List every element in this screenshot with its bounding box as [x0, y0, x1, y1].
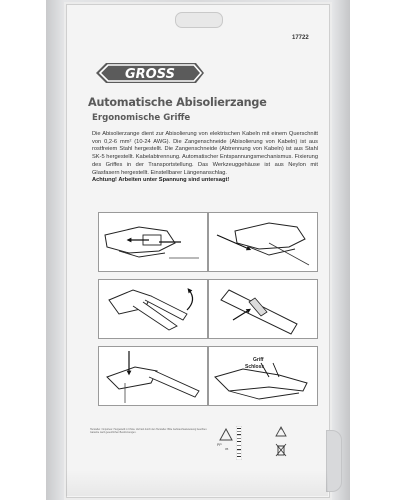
product-title: Automatische Abisolierzange — [88, 96, 267, 109]
illustration-set-length — [98, 212, 208, 272]
illustration-squeeze-handles — [98, 279, 208, 339]
stripper-jaw-illustration — [99, 213, 207, 271]
barcode-strip — [236, 426, 242, 460]
brand-name: GROSS — [125, 67, 175, 82]
product-description — [92, 131, 318, 185]
product-subtitle: Ergonomische Griffe — [92, 113, 191, 123]
mobius-loop-icon — [275, 426, 287, 438]
description-text: Die Abisolierzange dient zur Abisolierung von elektrischen Kabeln mit einem Querschnitt von 0,2-6 mm² (10-24 AWG). Die Zangenschneide (Abisolierung von Kabeln) ist aus rostfreiem Stahl hergestellt. Die Zangenschneide (Abtrennung von Kabeln) ist aus Stahl SK-5 hergestellt. Kabelabtrennung. Automatischer Entspannungsmechanismus. Fixierung des Griffes in der Transportstellung. Das Werkzeuggehäuse ist aus Neylon mit Glasfasern hergestellt. Einstellbarer Längenanschlag. — [92, 131, 318, 176]
callout-schloss: Schloss — [245, 364, 265, 370]
illustration-stripped-cable — [208, 279, 318, 339]
illustration-cut-cable — [98, 346, 208, 406]
crossed-bin-icon — [275, 443, 287, 457]
card-bottom-shadow — [66, 470, 328, 496]
fine-print: Hersteller / Importeur. Hergestellt in China. Vertrieb durch den Hersteller. Bitte Gebrauchsanweisung beachten. Garantie nach gesetzlichen Bestimmungen. — [90, 428, 208, 434]
article-number: 17722 — [292, 35, 309, 41]
recycling-code: 05 — [225, 447, 229, 451]
hang-hole — [175, 12, 223, 28]
recycling-label: PP — [217, 443, 222, 447]
stripper-lock-illustration — [209, 347, 317, 405]
illustration-insert-cable — [208, 212, 318, 272]
gross-logo — [92, 60, 206, 86]
safety-warning: Achtung! Arbeiten unter Spannung sind untersagt! — [92, 177, 230, 184]
recycling-icon — [219, 428, 233, 442]
stripped-cable-illustration — [209, 280, 317, 338]
stripper-insert-illustration — [209, 213, 317, 271]
illustration-handle-lock — [208, 346, 318, 406]
callout-griff: Griff — [253, 357, 264, 363]
stripper-squeeze-illustration — [99, 280, 207, 338]
blister-edge — [326, 430, 342, 492]
stripper-cut-illustration — [99, 347, 207, 405]
